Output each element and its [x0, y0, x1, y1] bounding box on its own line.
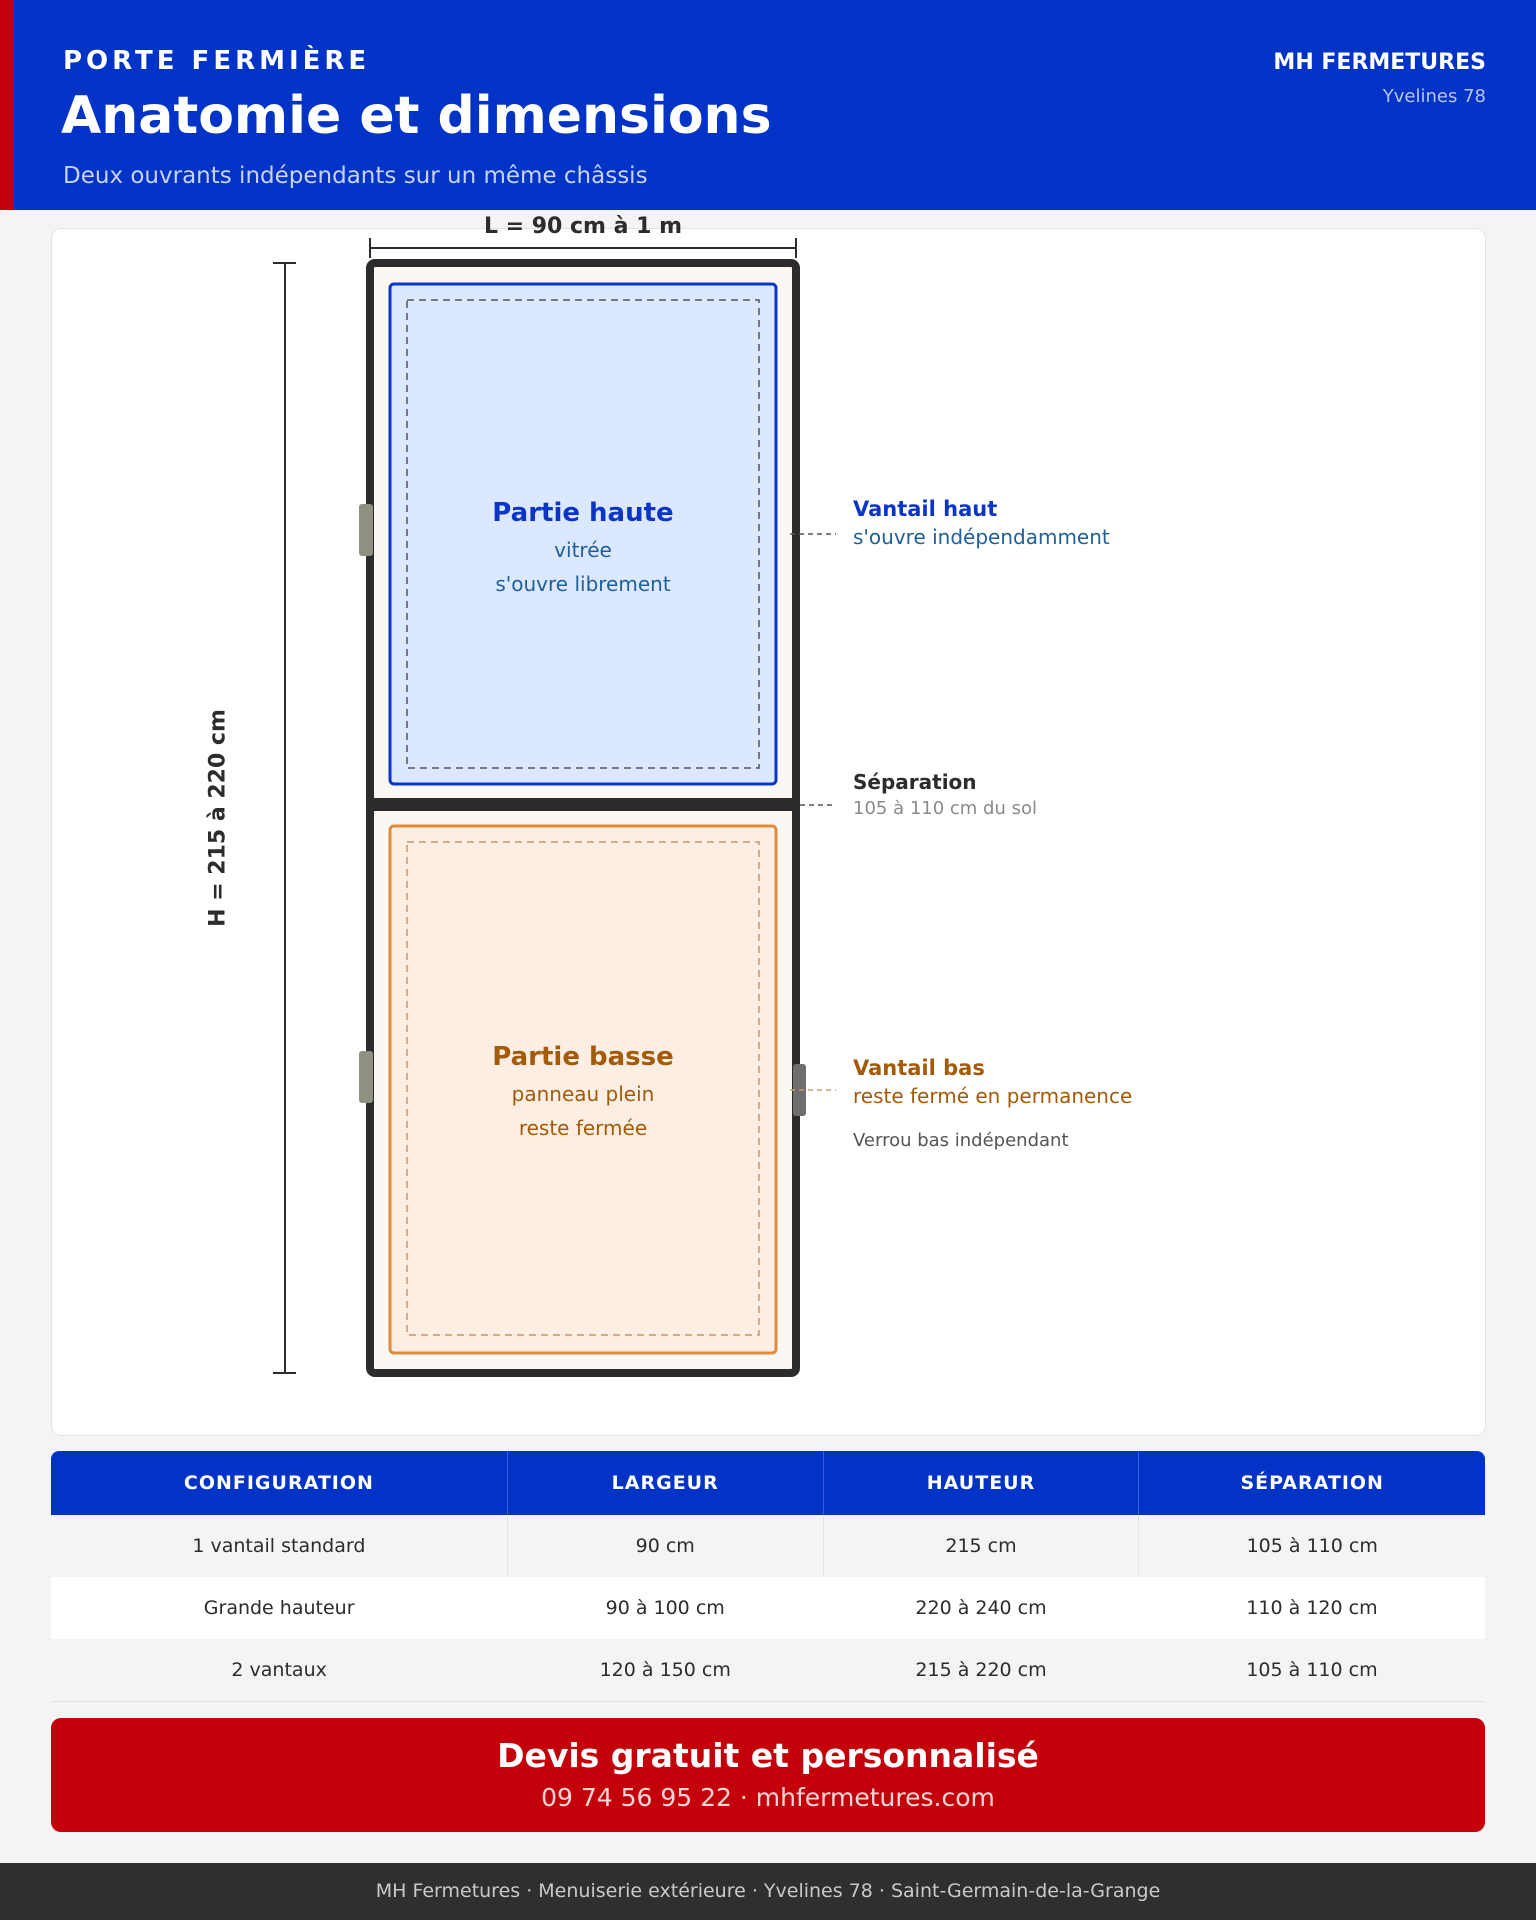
- callout-separation: [853, 770, 1037, 819]
- top-panel-line1: vitrée: [554, 538, 612, 562]
- table-row: [51, 1515, 1485, 1577]
- header-eyebrow: PORTE FERMIÈRE: [63, 46, 371, 76]
- height-dimension-line: [273, 263, 296, 1373]
- bottom-panel-line2: reste fermée: [518, 1116, 648, 1140]
- table-cell: 105 à 110 cm: [1139, 1639, 1485, 1702]
- width-dimension-line: [370, 238, 796, 258]
- table-cell: 110 à 120 cm: [1139, 1577, 1485, 1639]
- callout-separation-title: Séparation: [853, 770, 977, 794]
- bottom-panel-text: [390, 1042, 776, 1140]
- dimensions-table: [51, 1451, 1485, 1702]
- brand-name: MH FERMETURES: [1273, 50, 1486, 75]
- table-header: HAUTEUR: [823, 1451, 1139, 1515]
- quote-contact[interactable]: 09 74 56 95 22 · mhfermetures.com: [541, 1783, 995, 1812]
- table-cell: 2 vantaux: [51, 1639, 507, 1702]
- table-cell: 215 à 220 cm: [823, 1639, 1139, 1702]
- hinge-top: [359, 504, 373, 556]
- bottom-panel-line1: panneau plein: [511, 1082, 655, 1106]
- height-label: H = 215 à 220 cm: [205, 709, 231, 927]
- top-panel-text: [390, 498, 776, 596]
- quote-banner[interactable]: [51, 1718, 1485, 1832]
- hinge-bottom: [359, 1051, 373, 1103]
- callout-top-title: Vantail haut: [853, 497, 998, 521]
- table-cell: 90 cm: [507, 1515, 823, 1577]
- callout-top-sub: s'ouvre indépendamment: [853, 525, 1110, 549]
- table-header: CONFIGURATION: [51, 1451, 507, 1515]
- table-header-row: [51, 1451, 1485, 1515]
- table-cell: 120 à 150 cm: [507, 1639, 823, 1702]
- table-cell: Grande hauteur: [51, 1577, 507, 1639]
- page-subtitle: Deux ouvrants indépendants sur un même châssis: [63, 163, 648, 189]
- page-title: Anatomie et dimensions: [61, 86, 772, 146]
- page-footer: MH Fermetures · Menuiserie extérieure · Yvelines 78 · Saint-Germain-de-la-Grange: [0, 1863, 1536, 1920]
- table-row: [51, 1639, 1485, 1702]
- callout-separation-sub: 105 à 110 cm du sol: [853, 798, 1038, 819]
- callout-bottom-note: Verrou bas indépendant: [853, 1130, 1069, 1151]
- callout-bottom-sub: reste fermé en permanence: [853, 1084, 1133, 1108]
- quote-headline: Devis gratuit et personnalisé: [497, 1736, 1039, 1775]
- table-cell: 1 vantail standard: [51, 1515, 507, 1577]
- table-row: [51, 1577, 1485, 1639]
- callout-top: [853, 497, 1110, 549]
- table-cell: 220 à 240 cm: [823, 1577, 1139, 1639]
- callout-bottom-title: Vantail bas: [853, 1056, 985, 1080]
- width-label: L = 90 cm à 1 m: [483, 214, 683, 239]
- table-cell: 105 à 110 cm: [1139, 1515, 1485, 1577]
- table-cell: 215 cm: [823, 1515, 1139, 1577]
- separation-bar: [370, 798, 796, 811]
- top-panel-line2: s'ouvre librement: [495, 572, 671, 596]
- bottom-panel-title: Partie basse: [492, 1042, 674, 1072]
- table-header: SÉPARATION: [1139, 1451, 1485, 1515]
- table-cell: 90 à 100 cm: [507, 1577, 823, 1639]
- top-panel-title: Partie haute: [492, 498, 674, 528]
- callout-bottom: [853, 1056, 1132, 1151]
- brand-region: Yvelines 78: [1382, 86, 1486, 107]
- table-header: LARGEUR: [507, 1451, 823, 1515]
